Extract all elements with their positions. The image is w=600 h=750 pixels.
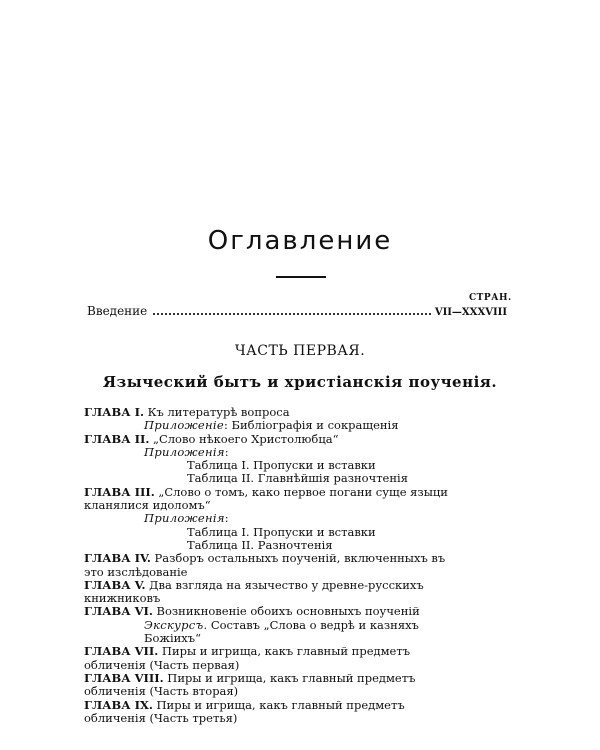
intro-pages: VII—XXXVIII (434, 307, 507, 318)
section-label: Экскурсъ (144, 617, 204, 632)
chapter-label: ГЛАВА III. (84, 484, 155, 499)
entry-title: . Составъ „Слова о ведрѣ и казняхъ Божіихъ“ (144, 617, 419, 646)
chapter-label: ГЛАВА VIII. (84, 670, 164, 685)
chapter-label: ГЛАВА VII. (84, 644, 159, 659)
entry-title: Возникновеніе обоихъ основныхъ поученій (156, 604, 420, 619)
entry-title: Къ литературѣ вопроса (147, 405, 290, 419)
chapter-label: ГЛАВА IV. (84, 551, 151, 566)
section-label: Приложенія (144, 444, 225, 459)
toc-list (84, 406, 504, 725)
entry-title: Таблица I. Пропуски и вставки (187, 458, 376, 473)
entry-title: Пиры и игрища, какъ главный предметъ обличенія (Часть третья) (84, 697, 405, 725)
intro-label: Введение (87, 304, 148, 318)
entry-title: „Слово нѣкоего Христолюбца“ (152, 431, 339, 446)
page-title: Оглавление (207, 226, 393, 256)
entry-title: Пиры и игрища, какъ главный предметъ обличенія (Часть первая) (84, 644, 411, 672)
entry-title: Разборъ остальныхъ поученій, включенныхъ въ это изслѣдованіе (84, 551, 446, 579)
page-column-header: СТРАН. (469, 293, 512, 303)
chapter-label: ГЛАВА II. (84, 431, 150, 446)
entry-title: : Библіографія и сокращенія (223, 418, 399, 433)
chapter-label: ГЛАВА V. (84, 577, 146, 592)
entry-title: Пиры и игрища, какъ главный предметъ обличенія (Часть вторая) (84, 670, 416, 699)
part-subtitle: Языческий бытъ и христіанскія поученія. (102, 373, 498, 391)
section-label: Приложенія (144, 511, 225, 526)
entry-title: : (224, 444, 229, 459)
entry-title: „Слово о томъ, како первое погани суще языци кланялися идоломъ“ (84, 484, 448, 513)
chapter-label: ГЛАВА I. (84, 405, 144, 419)
toc-entry (84, 699, 504, 726)
entry-title: Два взгляда на язычество у древне-русскихъ книжниковъ (84, 577, 424, 606)
chapter-label: ГЛАВА IX. (84, 697, 153, 712)
section-label: Приложеніе (144, 418, 224, 433)
entry-title: Таблица I. Пропуски и вставки (187, 524, 376, 539)
chapter-label: ГЛАВА VI. (84, 604, 153, 619)
entry-title: Таблица II. Главнѣйшія разночтенія (187, 471, 408, 486)
part-heading: ЧАСТЬ ПЕРВАЯ. (234, 343, 366, 359)
entry-title: : (224, 511, 229, 526)
entry-title: Таблица II. Разночтенія (187, 537, 333, 552)
